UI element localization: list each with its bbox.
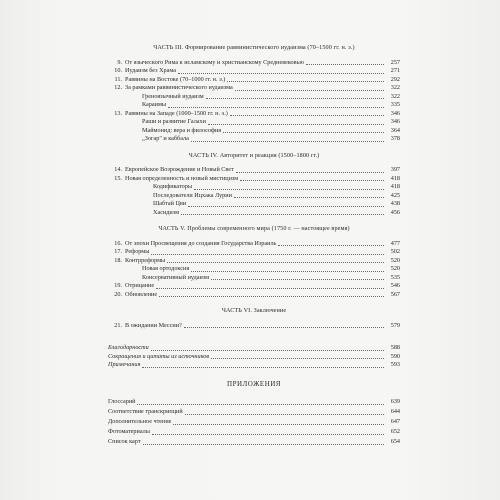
part-4-list <box>108 166 400 217</box>
part-heading-3: ЧАСТЬ III. Формирование раввинистического иудаизма (70–1500 гг. н. э.) <box>153 44 355 51</box>
toc-row[interactable]: Благодарности 588 <box>108 344 400 351</box>
part-6-list <box>108 322 400 331</box>
toc-row[interactable]: 18. Контрреформы 520 <box>114 256 400 264</box>
toc-subrow[interactable]: Хасидизм 456 <box>153 208 400 216</box>
toc-row[interactable]: 20. Обновление 567 <box>114 290 400 298</box>
toc-subrow[interactable]: Кодификаторы 418 <box>153 183 400 190</box>
toc-row[interactable]: 21. В ожидании Мессии? 579 <box>114 321 400 329</box>
toc-subrow[interactable]: Раши и развитие Галахи 346 <box>142 118 400 125</box>
toc-row[interactable]: 15. Новая определенность и новый мистицизм 418 <box>114 174 400 182</box>
toc-row[interactable]: 14. Европейское Возрождение и Новый Свет 397 <box>114 166 400 173</box>
toc-row[interactable]: Сокращения и цитаты из источников 590 <box>108 352 400 360</box>
part-heading-5: ЧАСТЬ V. Проблемы современного мира (1750 г. — настоящее время) <box>158 225 350 232</box>
appendix-list <box>108 397 400 447</box>
toc-subrow[interactable]: Шабтай Цви 438 <box>153 200 400 207</box>
toc-row[interactable]: Соответствие транскрипций 644 <box>108 408 400 415</box>
toc-row[interactable]: Фотоматериалы 652 <box>108 428 400 435</box>
part-5-list <box>108 240 400 300</box>
toc-row[interactable]: Список карт 654 <box>108 438 400 445</box>
toc-row[interactable]: 19. Отрицание 546 <box>114 282 400 289</box>
toc-row[interactable]: 16. От эпохи Просвещения до создания Государства Израиль 477 <box>114 239 400 247</box>
part-3-list <box>108 59 400 144</box>
toc-subrow[interactable]: Греноязычный иудаизм 322 <box>142 92 400 100</box>
toc-row[interactable]: Примечания 593 <box>108 361 400 368</box>
toc-row[interactable]: 12. За рамками раввинистического иудаизма 322 <box>114 84 400 91</box>
toc-subrow[interactable]: „Зогар" и каббала 378 <box>142 135 400 142</box>
table-of-contents <box>108 44 400 447</box>
toc-subrow[interactable]: Маймонид: вера и философия 364 <box>142 126 400 134</box>
appendix-heading: ПРИЛОЖЕНИЯ <box>227 379 281 388</box>
part-heading-4: ЧАСТЬ IV. Авторитет и реакция (1500–1800 гг.) <box>188 151 320 159</box>
backmatter-list <box>108 344 400 370</box>
toc-row[interactable]: 13. Раввины на Западе (1000–1500 гг. н. э.) 346 <box>114 109 400 117</box>
part-heading-6: ЧАСТЬ VI. Заключение <box>221 307 287 314</box>
toc-row[interactable]: 11. Раввины на Востоке (70–1000 гг. н. э.) 292 <box>114 75 400 83</box>
toc-row[interactable]: 9. От языческого Рима к исламскому и христианскому Средневековью 257 <box>117 58 400 66</box>
toc-row[interactable]: Глоссарий 639 <box>108 398 400 405</box>
toc-subrow[interactable]: Последователи Ицхака Лурии 425 <box>153 191 400 199</box>
toc-row[interactable]: Дополнительное чтение 647 <box>108 418 400 425</box>
toc-row[interactable]: 17. Реформы 502 <box>114 248 400 255</box>
toc-subrow[interactable]: Консервативный иудаизм 535 <box>142 273 400 281</box>
toc-subrow[interactable]: Караимы 335 <box>142 101 400 108</box>
toc-subrow[interactable]: Новая ортодоксия 520 <box>142 265 400 272</box>
toc-row[interactable]: 10. Иудаизм без Храма 271 <box>114 67 400 74</box>
